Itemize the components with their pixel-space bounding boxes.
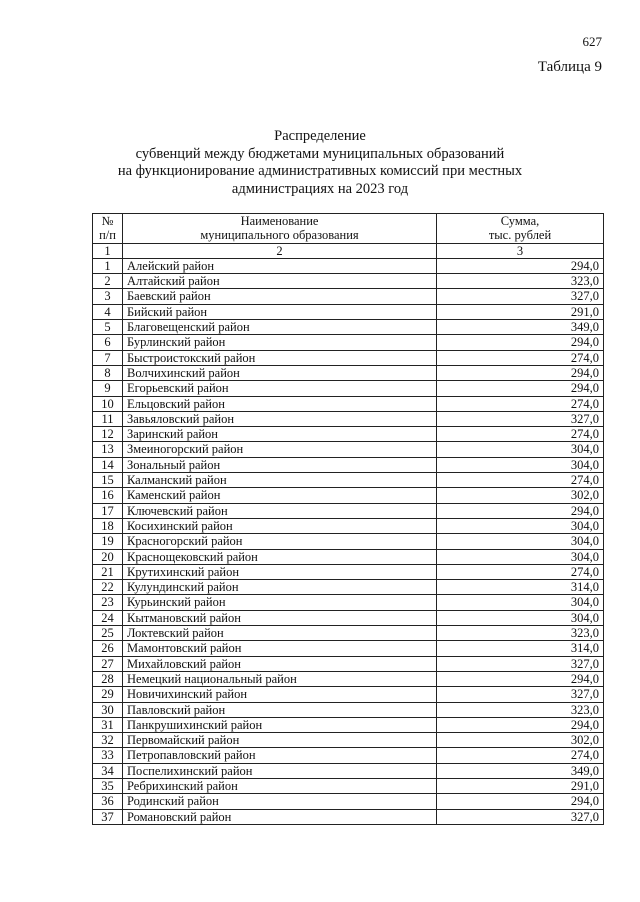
row-number: 7 — [93, 350, 123, 365]
row-number: 27 — [93, 656, 123, 671]
table-row — [93, 488, 604, 503]
header-number — [93, 214, 123, 244]
header-number-line1: № — [101, 214, 114, 228]
district-name: Волчихинский район — [123, 365, 437, 380]
subvention-amount: 294,0 — [437, 381, 604, 396]
row-number: 4 — [93, 304, 123, 319]
table-row — [93, 534, 604, 549]
header-sum-line1: Сумма, — [500, 214, 540, 228]
subvention-amount: 327,0 — [437, 687, 604, 702]
allocation-table — [92, 213, 604, 825]
subvention-amount: 327,0 — [437, 411, 604, 426]
table-row — [93, 518, 604, 533]
header-number-line2: п/п — [99, 228, 116, 243]
district-name: Алейский район — [123, 258, 437, 273]
table-row — [93, 274, 604, 289]
table-row — [93, 778, 604, 793]
subvention-amount: 274,0 — [437, 748, 604, 763]
table-header — [93, 214, 604, 244]
table-row — [93, 473, 604, 488]
title-line: на функционирование административных комиссий при местных — [117, 163, 523, 179]
table-row — [93, 763, 604, 778]
table-row — [93, 717, 604, 732]
row-number: 14 — [93, 457, 123, 472]
row-number: 24 — [93, 610, 123, 625]
table-row — [93, 457, 604, 472]
subvention-amount: 327,0 — [437, 289, 604, 304]
row-number: 34 — [93, 763, 123, 778]
subvention-amount: 274,0 — [437, 427, 604, 442]
row-number: 22 — [93, 580, 123, 595]
table-label: Таблица 9 — [537, 59, 602, 75]
subvention-amount: 274,0 — [437, 350, 604, 365]
subvention-amount: 291,0 — [437, 304, 604, 319]
district-name: Краснощековский район — [123, 549, 437, 564]
district-name: Первомайский район — [123, 733, 437, 748]
district-name: Косихинский район — [123, 518, 437, 533]
table-row — [93, 258, 604, 273]
header-sum-line2: тыс. рублей — [488, 228, 552, 243]
row-number: 31 — [93, 717, 123, 732]
table-row — [93, 809, 604, 824]
row-number: 2 — [93, 274, 123, 289]
subvention-amount: 304,0 — [437, 595, 604, 610]
district-name: Кулундинский район — [123, 580, 437, 595]
district-name: Ельцовский район — [123, 396, 437, 411]
row-number: 21 — [93, 564, 123, 579]
row-number: 1 — [93, 258, 123, 273]
subvention-amount: 291,0 — [437, 778, 604, 793]
district-name: Благовещенский район — [123, 320, 437, 335]
subvention-amount: 294,0 — [437, 503, 604, 518]
subvention-amount: 304,0 — [437, 549, 604, 564]
district-name: Панкрушихинский район — [123, 717, 437, 732]
subvention-amount: 302,0 — [437, 488, 604, 503]
subvention-amount: 294,0 — [437, 335, 604, 350]
table-row — [93, 794, 604, 809]
district-name: Баевский район — [123, 289, 437, 304]
row-number: 10 — [93, 396, 123, 411]
district-name: Калманский район — [123, 473, 437, 488]
table-row — [93, 641, 604, 656]
row-number: 30 — [93, 702, 123, 717]
table-body — [93, 243, 604, 824]
row-number: 6 — [93, 335, 123, 350]
district-name: Каменский район — [123, 488, 437, 503]
table-row — [93, 503, 604, 518]
table-row — [93, 733, 604, 748]
row-number: 28 — [93, 671, 123, 686]
row-number: 3 — [93, 289, 123, 304]
district-name: Поспелихинский район — [123, 763, 437, 778]
subvention-amount: 302,0 — [437, 733, 604, 748]
subvention-amount: 304,0 — [437, 518, 604, 533]
district-name: Ключевский район — [123, 503, 437, 518]
subvention-amount: 323,0 — [437, 626, 604, 641]
district-name: Михайловский район — [123, 656, 437, 671]
row-number: 33 — [93, 748, 123, 763]
header-name-line1: Наименование — [240, 214, 319, 228]
table-row — [93, 411, 604, 426]
subvention-amount: 349,0 — [437, 320, 604, 335]
district-name: Алтайский район — [123, 274, 437, 289]
subvention-amount: 314,0 — [437, 580, 604, 595]
table-row — [93, 304, 604, 319]
subvention-amount: 294,0 — [437, 671, 604, 686]
row-number: 35 — [93, 778, 123, 793]
page-number: 627 — [582, 34, 602, 49]
table-row — [93, 365, 604, 380]
column-number: 3 — [437, 243, 604, 258]
row-number: 26 — [93, 641, 123, 656]
row-number: 16 — [93, 488, 123, 503]
table-row — [93, 595, 604, 610]
subvention-amount: 304,0 — [437, 442, 604, 457]
district-name: Бурлинский район — [123, 335, 437, 350]
row-number: 25 — [93, 626, 123, 641]
header-sum — [437, 214, 604, 244]
table-row — [93, 442, 604, 457]
subvention-amount: 294,0 — [437, 258, 604, 273]
table-row — [93, 671, 604, 686]
table-row — [93, 580, 604, 595]
title-line: администрациях на 2023 год — [231, 180, 409, 197]
row-number: 9 — [93, 381, 123, 396]
district-name: Зональный район — [123, 457, 437, 472]
subvention-amount: 327,0 — [437, 656, 604, 671]
subvention-amount: 274,0 — [437, 396, 604, 411]
district-name: Змеиногорский район — [123, 442, 437, 457]
district-name: Заринский район — [123, 427, 437, 442]
header-name-line2: муниципального образования — [200, 228, 359, 243]
subvention-amount: 304,0 — [437, 457, 604, 472]
district-name: Завьяловский район — [123, 411, 437, 426]
table-row — [93, 549, 604, 564]
district-name: Мамонтовский район — [123, 641, 437, 656]
district-name: Романовский район — [123, 809, 437, 824]
district-name: Быстроистокский район — [123, 350, 437, 365]
district-name: Немецкий национальный район — [123, 671, 437, 686]
table-row — [93, 702, 604, 717]
row-number: 13 — [93, 442, 123, 457]
column-number: 2 — [123, 243, 437, 258]
table-row — [93, 656, 604, 671]
subvention-amount: 327,0 — [437, 809, 604, 824]
subvention-amount: 349,0 — [437, 763, 604, 778]
subvention-amount: 323,0 — [437, 274, 604, 289]
table-row — [93, 320, 604, 335]
subvention-amount: 323,0 — [437, 702, 604, 717]
table-row — [93, 427, 604, 442]
row-number: 32 — [93, 733, 123, 748]
subvention-amount: 274,0 — [437, 564, 604, 579]
table-row — [93, 748, 604, 763]
district-name: Курьинский район — [123, 595, 437, 610]
row-number: 12 — [93, 427, 123, 442]
district-name: Локтевский район — [123, 626, 437, 641]
subvention-amount: 294,0 — [437, 717, 604, 732]
district-name: Кытмановский район — [123, 610, 437, 625]
row-number: 20 — [93, 549, 123, 564]
district-name: Родинский район — [123, 794, 437, 809]
title-line: субвенций между бюджетами муниципальных образований — [135, 145, 505, 162]
district-name: Бийский район — [123, 304, 437, 319]
subvention-amount: 294,0 — [437, 794, 604, 809]
district-name: Павловский район — [123, 702, 437, 717]
title-line: Распределение — [274, 128, 366, 144]
row-number: 29 — [93, 687, 123, 702]
district-name: Петропавловский район — [123, 748, 437, 763]
row-number: 18 — [93, 518, 123, 533]
row-number: 5 — [93, 320, 123, 335]
subvention-amount: 304,0 — [437, 610, 604, 625]
row-number: 17 — [93, 503, 123, 518]
district-name: Красногорский район — [123, 534, 437, 549]
table-row — [93, 626, 604, 641]
table-row — [93, 687, 604, 702]
table-row — [93, 381, 604, 396]
table-row — [93, 610, 604, 625]
row-number: 23 — [93, 595, 123, 610]
row-number: 11 — [93, 411, 123, 426]
district-name: Ребрихинский район — [123, 778, 437, 793]
row-number: 8 — [93, 365, 123, 380]
district-name: Егорьевский район — [123, 381, 437, 396]
document-title — [0, 128, 640, 198]
header-name — [123, 214, 437, 244]
column-number-row — [93, 243, 604, 258]
row-number: 15 — [93, 473, 123, 488]
table-row — [93, 350, 604, 365]
row-number: 37 — [93, 809, 123, 824]
table-row — [93, 396, 604, 411]
row-number: 19 — [93, 534, 123, 549]
district-name: Крутихинский район — [123, 564, 437, 579]
row-number: 36 — [93, 794, 123, 809]
subvention-amount: 304,0 — [437, 534, 604, 549]
district-name: Новичихинский район — [123, 687, 437, 702]
subvention-amount: 314,0 — [437, 641, 604, 656]
table-row — [93, 289, 604, 304]
column-number: 1 — [93, 243, 123, 258]
table-row — [93, 564, 604, 579]
table-row — [93, 335, 604, 350]
subvention-amount: 294,0 — [437, 365, 604, 380]
subvention-amount: 274,0 — [437, 473, 604, 488]
